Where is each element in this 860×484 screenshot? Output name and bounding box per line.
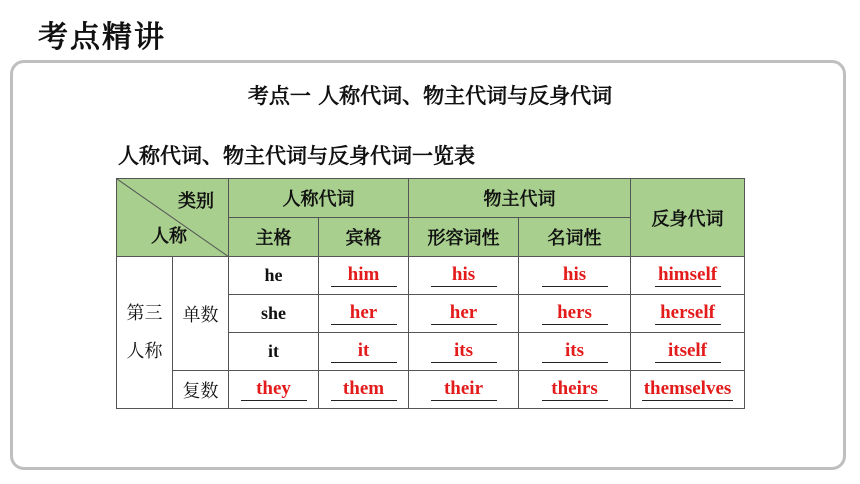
corner-header	[117, 179, 229, 257]
singular-label: 单数	[173, 257, 229, 371]
answer-blank: hers	[542, 302, 608, 325]
pronoun-table	[116, 178, 745, 409]
personal-pronoun-header: 人称代词	[229, 179, 409, 218]
corner-person-label: 人称	[151, 226, 187, 247]
answer-blank: themselves	[643, 378, 732, 399]
page-title: 考点精讲	[38, 20, 166, 55]
answer-blank: it	[331, 340, 397, 363]
nominal-header: 名词性	[519, 218, 631, 257]
answer-blank: her	[331, 302, 397, 325]
answer-blank: theirs	[542, 378, 608, 401]
subject-cell: she	[229, 295, 319, 333]
adj-cell	[409, 295, 519, 333]
adj-cell	[409, 257, 519, 295]
corner-category-label: 类别	[178, 191, 214, 212]
object-cell	[319, 371, 409, 409]
subject-cell: it	[229, 333, 319, 371]
object-cell	[319, 295, 409, 333]
answer-blank: they	[241, 378, 307, 401]
plural-label: 复数	[173, 371, 229, 409]
noun-cell	[519, 257, 631, 295]
subject-cell	[229, 371, 319, 409]
reflexive-pronoun-header: 反身代词	[631, 179, 745, 257]
reflexive-cell	[631, 371, 745, 409]
third-person-label: 第三人称	[117, 257, 173, 409]
table-row	[117, 371, 745, 409]
subject-case-header: 主格	[229, 218, 319, 257]
subject-cell: he	[229, 257, 319, 295]
adjectival-header: 形容词性	[409, 218, 519, 257]
object-case-header: 宾格	[319, 218, 409, 257]
answer-blank: its	[431, 340, 497, 363]
reflexive-cell	[631, 257, 745, 295]
answer-blank: her	[431, 302, 497, 325]
answer-blank: them	[331, 378, 397, 401]
answer-blank: its	[542, 340, 608, 363]
noun-cell	[519, 371, 631, 409]
adj-cell	[409, 333, 519, 371]
answer-blank: their	[431, 378, 497, 401]
reflexive-cell	[631, 333, 745, 371]
table-row	[117, 257, 745, 295]
object-cell	[319, 257, 409, 295]
header-row-1	[117, 179, 745, 218]
answer-blank: him	[331, 264, 397, 287]
answer-blank: his	[431, 264, 497, 287]
table-caption: 人称代词、物主代词与反身代词一览表	[118, 144, 475, 168]
section-heading: 考点一 人称代词、物主代词与反身代词	[247, 84, 613, 108]
answer-blank: his	[542, 264, 608, 287]
answer-blank: herself	[655, 302, 721, 325]
answer-blank: himself	[655, 264, 721, 287]
possessive-pronoun-header: 物主代词	[409, 179, 631, 218]
reflexive-cell	[631, 295, 745, 333]
adj-cell	[409, 371, 519, 409]
answer-blank: itself	[655, 340, 721, 363]
noun-cell	[519, 295, 631, 333]
object-cell	[319, 333, 409, 371]
noun-cell	[519, 333, 631, 371]
